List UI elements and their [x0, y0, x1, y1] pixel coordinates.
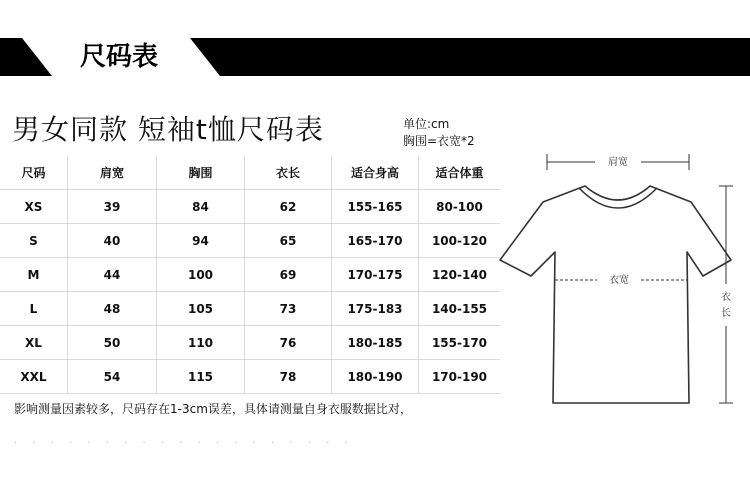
table-cell: 110 — [157, 326, 245, 360]
table-cell: 62 — [245, 190, 332, 224]
table-cell: 69 — [245, 258, 332, 292]
table-cell: S — [0, 224, 68, 258]
table-cell: 100 — [157, 258, 245, 292]
dotted-divider: · · · · · · · · · · · · · · · · · · · — [14, 438, 354, 449]
table-row — [0, 326, 500, 360]
table-cell: L — [0, 292, 68, 326]
tshirt-diagram — [495, 140, 750, 430]
column-header: 适合身高 — [332, 156, 419, 190]
size-table — [0, 156, 500, 394]
footnote: 影响测量因素较多，尺码存在1-3cm误差，具体请测量自身衣服数据比对， — [14, 402, 412, 416]
table-row — [0, 292, 500, 326]
header-band-left-stripe — [0, 38, 52, 76]
shoulder-width-label: 肩宽 — [608, 157, 628, 168]
header-title: 尺码表 — [80, 42, 159, 72]
table-cell: XL — [0, 326, 68, 360]
body-width-label: 衣宽 — [609, 275, 629, 286]
chest-formula-line: 胸围=衣宽*2 — [403, 134, 475, 148]
table-cell: 155-170 — [419, 326, 501, 360]
table-cell: 120-140 — [419, 258, 501, 292]
table-cell: 100-120 — [419, 224, 501, 258]
table-cell: 80-100 — [419, 190, 501, 224]
table-cell: 40 — [68, 224, 157, 258]
table-header-row — [0, 156, 500, 190]
column-header: 胸围 — [157, 156, 245, 190]
table-cell: 48 — [68, 292, 157, 326]
table-cell: 84 — [157, 190, 245, 224]
column-header: 尺码 — [0, 156, 68, 190]
table-cell: 180-185 — [332, 326, 419, 360]
table-cell: 76 — [245, 326, 332, 360]
table-cell: 180-190 — [332, 360, 419, 394]
table-cell: 50 — [68, 326, 157, 360]
table-cell: 175-183 — [332, 292, 419, 326]
table-cell: 165-170 — [332, 224, 419, 258]
length-label-bottom: 长 — [721, 308, 731, 319]
tshirt-outline — [500, 186, 731, 403]
table-cell: 155-165 — [332, 190, 419, 224]
table-cell: 94 — [157, 224, 245, 258]
column-header: 适合体重 — [419, 156, 501, 190]
table-cell: 65 — [245, 224, 332, 258]
column-header: 衣长 — [245, 156, 332, 190]
table-cell: M — [0, 258, 68, 292]
page-heading: 男女同款 短袖t恤尺码表 — [12, 113, 324, 146]
table-cell: 54 — [68, 360, 157, 394]
table-cell: XS — [0, 190, 68, 224]
table-cell: 140-155 — [419, 292, 501, 326]
length-label-top: 衣 — [721, 292, 731, 303]
column-header: 肩宽 — [68, 156, 157, 190]
table-cell: XXL — [0, 360, 68, 394]
table-cell: 39 — [68, 190, 157, 224]
table-row — [0, 224, 500, 258]
table-row — [0, 190, 500, 224]
unit-note — [403, 116, 475, 150]
table-cell: 170-175 — [332, 258, 419, 292]
table-row — [0, 258, 500, 292]
table-cell: 115 — [157, 360, 245, 394]
header-band — [0, 38, 750, 76]
table-cell: 73 — [245, 292, 332, 326]
unit-line: 单位:cm — [403, 117, 450, 131]
table-row — [0, 360, 500, 394]
table-cell: 78 — [245, 360, 332, 394]
table-cell: 105 — [157, 292, 245, 326]
table-cell: 170-190 — [419, 360, 501, 394]
header-band-right-stripe — [190, 38, 750, 76]
table-cell: 44 — [68, 258, 157, 292]
